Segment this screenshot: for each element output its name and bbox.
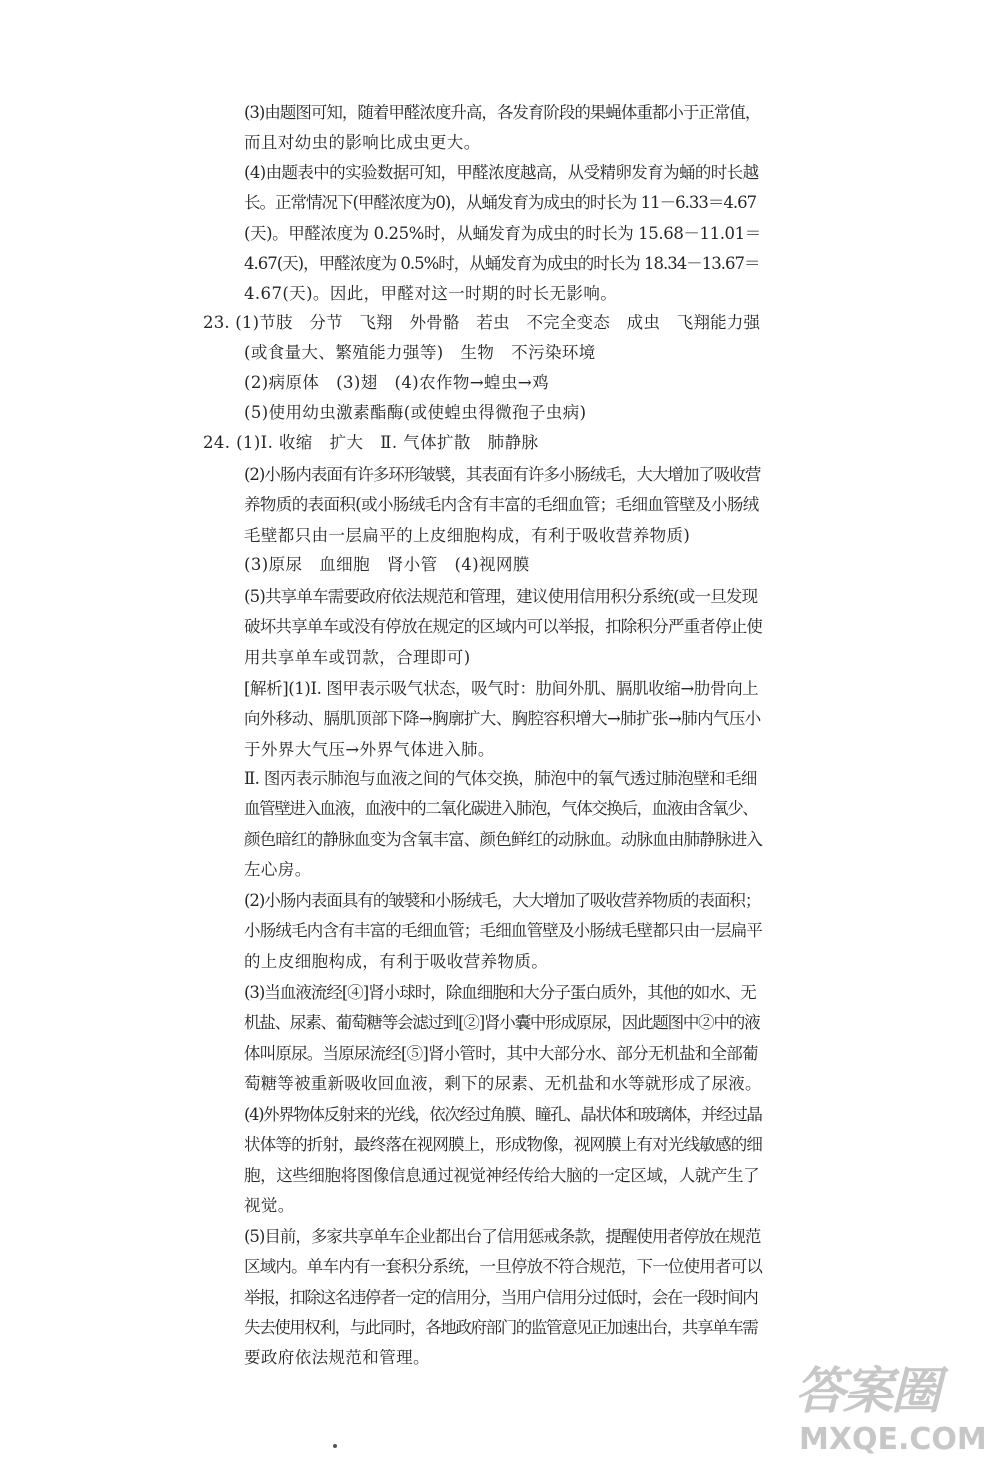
scan-speck xyxy=(333,1444,337,1448)
text-line: (3)由题图可知，随着甲醛浓度升高，各发育阶段的果蝇体重都小于正常值， xyxy=(244,103,761,122)
text-line: (天)。甲醛浓度为 0.25%时，从蛹发育为成虫的时长为 15.68－11.01＝ xyxy=(244,223,761,243)
text-line: 萄糖等被重新吸收回血液，剩下的尿素、无机盐和水等就形成了尿液。 xyxy=(244,1073,762,1093)
text-line: 毛壁都只由一层扁平的上皮细胞构成，有利于吸收营养物质) xyxy=(244,525,691,545)
text-line: (2)病原体 (3)翅 (4)农作物→蝗虫→鸡 xyxy=(244,373,549,392)
text-line: (或食量大、繁殖能力强等) 生物 不污染环境 xyxy=(244,343,596,363)
text-line: 用共享单车或罚款，合理即可) xyxy=(244,647,471,667)
text-line: 机盐、尿素、葡萄糖等会滤过到[②]肾小囊中形成原尿，因此题图中②中的液 xyxy=(244,1013,760,1033)
text-line: 举报，扣除这名违停者一定的信用分，当用户信用分过低时，会在一段时间内 xyxy=(244,1287,758,1307)
text-line: 4.67(天)，甲醛浓度为 0.5%时，从蛹发育为成虫的时长为 18.34－13.67＝ xyxy=(244,253,760,273)
text-line: 血管壁进入血液，血液中的二氧化碳进入肺泡，气体交换后，血液由含氧少、 xyxy=(244,799,758,819)
text-line: 胞，这些细胞将图像信息通过视觉神经传给大脑的一定区域，人就产生了 xyxy=(244,1165,760,1185)
text-line: 的上皮细胞构成，有利于吸收营养物质。 xyxy=(244,951,549,971)
text-line: 要政府依法规范和管理。 xyxy=(244,1348,430,1368)
text-line: 向外移动、膈肌顶部下降→胸廓扩大、胸腔容积增大→肺扩张→肺内气压小 xyxy=(244,709,761,729)
text-line: (3)当血液流经[④]肾小球时，除血细胞和大分子蛋白质外，其他的如水、无 xyxy=(244,983,756,1002)
text-line: (4)由题表中的实验数据可知，甲醛浓度越高，从受精卵发育为蛹的时长越 xyxy=(244,163,759,182)
text-line: 体叫原尿。当原尿流经[⑤]肾小管时，其中大部分水、部分无机盐和全部葡 xyxy=(244,1043,758,1063)
text-line: (5)使用幼虫激素酯酶(或使蝗虫得微孢子虫病) xyxy=(244,403,587,422)
text-line: 而且对幼虫的影响比成虫更大。 xyxy=(244,133,481,153)
text-line: (4)外界物体反射来的光线，依次经过角膜、瞳孔、晶状体和玻璃体，并经过晶 xyxy=(244,1105,762,1124)
text-line: 小肠绒毛内含有丰富的毛细血管；毛细血管壁及小肠绒毛壁都只由一层扁平 xyxy=(244,921,763,941)
text-line: (3)原尿 血细胞 肾小管 (4)视网膜 xyxy=(244,555,530,574)
text-line: 视觉。 xyxy=(244,1195,295,1215)
text-line: 区域内。单车内有一套积分系统，一旦停放不符合规范，下一位使用者可以 xyxy=(244,1257,763,1277)
text-line: 4.67(天)。因此，甲醛对这一时期的时长无影响。 xyxy=(244,284,618,304)
text-line: 左心房。 xyxy=(244,859,312,879)
text-line: [解析](1)Ⅰ. 图甲表示吸气状态，吸气时：肋间外肌、膈肌收缩→肋骨向上 xyxy=(244,679,759,698)
text-line: 养物质的表面积(或小肠绒毛内含有丰富的毛细血管；毛细血管壁及小肠绒 xyxy=(244,495,759,515)
text-line: 状体等的折射，最终落在视网膜上，形成物像，视网膜上有对光线敏感的细 xyxy=(244,1135,763,1155)
text-line: 失去使用权利，与此同时，各地政府部门的监管意见正加速出台，共享单车需 xyxy=(244,1317,758,1337)
text-line: 长。正常情况下(甲醛浓度为0)，从蛹发育为成虫的时长为 11－6.33＝4.67 xyxy=(244,193,757,213)
text-line: (5)目前，多家共享单车企业都出台了信用惩戒条款，提醒使用者停放在规范 xyxy=(244,1227,761,1246)
text-line: (2)小肠内表面具有的皱襞和小肠绒毛，大大增加了吸收营养物质的表面积； xyxy=(244,891,761,910)
text-line: 破坏共享单车或没有停放在规定的区域内可以举报，扣除积分严重者停止使 xyxy=(244,617,763,637)
text-line: 于外界大气压→外界气体进入肺。 xyxy=(244,739,495,759)
text-line: (5)共享单车需要政府依法规范和管理，建议使用信用积分系统(或一旦发现 xyxy=(244,587,758,606)
text-line: (2)小肠内表面有许多环形皱襞，其表面有许多小肠绒毛，大大增加了吸收营 xyxy=(244,465,761,484)
text-line: 颜色暗红的静脉血变为含氧丰富、颜色鲜红的动脉血。动脉血由肺静脉进入 xyxy=(244,829,763,849)
watermark-logo xyxy=(795,1363,990,1463)
text-line: 23. (1)节肢 分节 飞翔 外骨骼 若虫 不完全变态 成虫 飞翔能力强 xyxy=(203,313,761,332)
text-line: Ⅱ. 图丙表示肺泡与血液之间的气体交换，肺泡中的氧气透过肺泡壁和毛细 xyxy=(244,769,757,788)
watermark-chinese-text: 答案圈 xyxy=(795,1362,939,1420)
text-line: 24. (1)Ⅰ. 收缩 扩大 Ⅱ. 气体扩散 肺静脉 xyxy=(203,433,539,452)
watermark-site-text: MXQE.COM xyxy=(799,1422,987,1457)
